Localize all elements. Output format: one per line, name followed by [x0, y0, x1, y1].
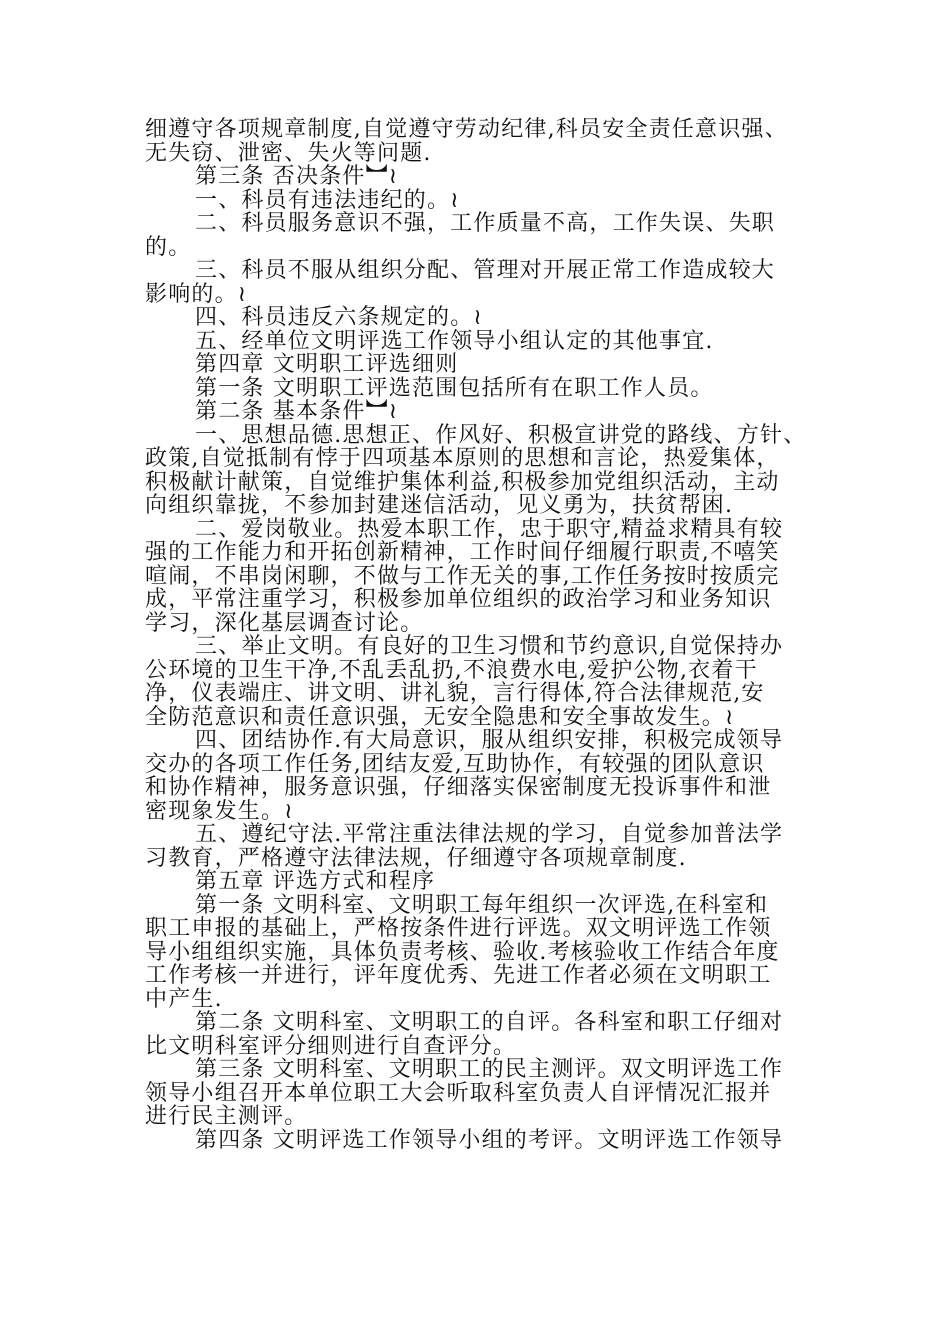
text-line: 第二条 文明科室、文明职工的自评。各科室和职工仔细对	[195, 1010, 784, 1035]
text-line: 公环境的卫生干净,不乱丢乱扔,不浪费水电,爱护公物,衣着干	[145, 657, 758, 683]
text-line: 的。	[145, 234, 192, 260]
text-line: 交办的各项工作任务,团结友爱,互助协作，有较强的团队意识	[145, 751, 765, 777]
text-line: 二、科员服务意识不强，工作质量不高，工作失误、失职	[195, 211, 776, 236]
text-line: 和协作精神，服务意识强，仔细落实保密制度无投诉事件和泄	[145, 775, 772, 800]
text-line: 无失窃、泄密、失火等问题.	[145, 140, 432, 166]
text-line: 工作考核一并进行，评年度优秀、先进工作者必须在文明职工	[145, 963, 772, 988]
text-line: 三、举止文明。有良好的卫生习惯和节约意识,自觉保持办	[195, 634, 784, 659]
text-line: 领导小组召开本单位职工大会听取科室负责人自评情况汇报并	[145, 1080, 772, 1106]
text-line: 四、科员违反六条规定的。≀	[195, 305, 483, 330]
text-line: 政策,自觉抵制有悖于四项基本原则的思想和言论，热爱集体，	[145, 446, 780, 471]
text-line: 第二条 基本条件︼≀	[195, 399, 399, 424]
text-line: 第三条 否决条件︼≀	[195, 164, 399, 189]
text-line: 全防范意识和责任意识强，无安全隐患和安全事故发生。≀	[145, 704, 735, 730]
text-line: 喧闹，不串岗闲聊，不做与工作无关的事,工作任务按时按质完	[145, 563, 780, 589]
text-line: 密现象发生。≀	[145, 798, 294, 824]
text-line: 第一条 文明科室、文明职工每年组织一次评选,在科室和	[195, 892, 769, 918]
text-line: 比文明科室评分细则进行自查评分。	[145, 1033, 517, 1059]
text-line: 职工申报的基础上，严格按条件进行评选。双文明评选工作领	[145, 916, 772, 941]
text-line: 强的工作能力和开拓创新精神，工作时间仔细履行职责,不嘻笑	[145, 540, 780, 565]
chapter-heading: 第五章 评选方式和程序	[195, 869, 436, 894]
text-line: 向组织靠拢，不参加封建迷信活动，见义勇为，扶贫帮困.	[145, 493, 734, 518]
text-line: 习教育，严格遵守法律法规，仔细遵守各项规章制度.	[145, 845, 687, 871]
text-line: 影响的。≀	[145, 281, 248, 307]
text-line: 成，平常注重学习，积极参加单位组织的政治学习和业务知识	[145, 587, 772, 612]
text-line: 三、科员不服从组织分配、管理对开展正常工作造成较大	[195, 258, 776, 283]
text-line: 导小组组织实施，具体负责考核、验收.考核验收工作结合年度	[145, 939, 780, 965]
text-line: 细遵守各项规章制度,自觉遵守劳动纪律,科员安全责任意识强、	[145, 117, 788, 142]
document-body	[145, 118, 825, 1152]
text-line: 学习，深化基层调查讨论。	[145, 610, 424, 636]
text-line: 进行民主测评。	[145, 1104, 308, 1129]
text-line: 第三条 文明科室、文明职工的民主测评。双文明评选工作	[195, 1057, 784, 1082]
text-line: 四、团结协作.有大局意识，服从组织安排，积极完成领导	[195, 728, 784, 753]
chapter-heading: 第四章 文明职工评选细则	[195, 352, 459, 377]
text-line: 一、科员有违法违纪的。≀	[195, 187, 460, 213]
text-line: 中产生.	[145, 986, 223, 1012]
text-line: 积极献计献策，自觉维护集体利益,积极参加党组织活动，主动	[145, 469, 780, 495]
text-line: 二、爱岗敬业。热爱本职工作，忠于职守,精益求精具有较	[195, 516, 784, 542]
text-line: 第一条 文明职工评选范围包括所有在职工作人员。	[195, 375, 714, 401]
text-line: 第四条 文明评选工作领导小组的考评。文明评选工作领导	[195, 1127, 784, 1153]
text-line: 五、遵纪守法.平常注重法律法规的学习，自觉参加普法学	[195, 822, 784, 847]
text-line: 五、经单位文明评选工作领导小组认定的其他事宜.	[195, 328, 714, 354]
text-line: 一、思想品德.思想正、作风好、积极宣讲党的路线、方针、	[195, 422, 807, 448]
text-line: 净，仪表端庄、讲文明、讲礼貌，言行得体,符合法律规范,安	[145, 681, 765, 706]
